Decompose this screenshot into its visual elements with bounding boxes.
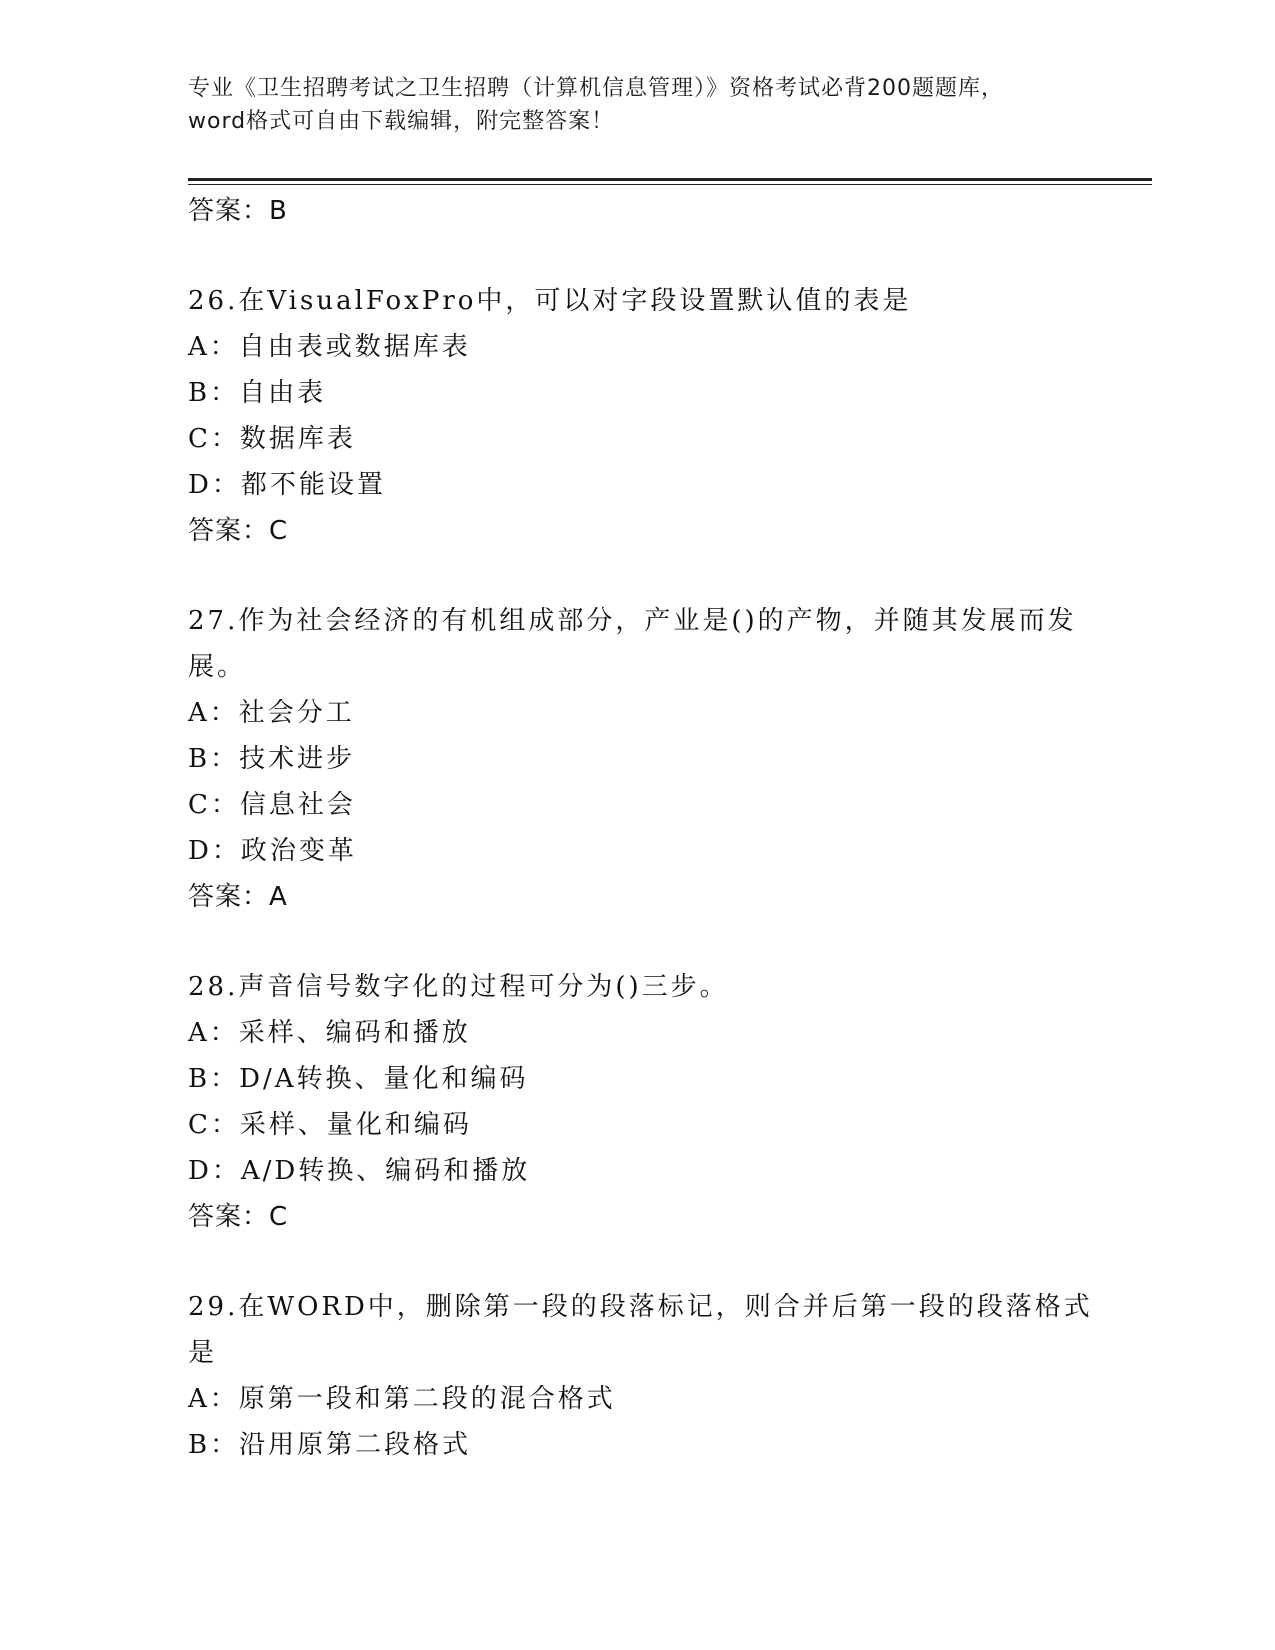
question-text-line-1: 27.作为社会经济的有机组成部分，产业是()的产物，并随其发展而发: [188, 606, 1077, 636]
option-b: B：技术进步: [188, 744, 356, 774]
spacer: [188, 920, 1088, 964]
option-b: B：自由表: [188, 378, 327, 408]
document-header: [188, 72, 1088, 138]
question-list: [188, 188, 1093, 1468]
spacer: [188, 554, 1088, 598]
question-block: [188, 964, 1088, 1240]
header-divider-thick: [188, 178, 1152, 181]
option-c: C：信息社会: [188, 790, 356, 820]
option-c: C：采样、量化和编码: [188, 1110, 472, 1140]
option-d: D：A/D转换、编码和播放: [188, 1156, 531, 1186]
question-block: [188, 598, 1088, 920]
option-b: B：沿用原第二段格式: [188, 1430, 472, 1460]
header-line-2: word格式可自由下载编辑，附完整答案！: [188, 109, 615, 134]
option-c: C：数据库表: [188, 424, 356, 454]
header-line-1: 专业《卫生招聘考试之卫生招聘（计算机信息管理）》资格考试必背200题题库，: [188, 76, 1004, 101]
question-text: 26.在VisualFoxPro中，可以对字段设置默认值的表是: [188, 286, 912, 316]
header-divider-thin: [188, 184, 1152, 185]
option-a: A：原第一段和第二段的混合格式: [188, 1384, 616, 1414]
question-text-line-1: 29.在WORD中，删除第一段的段落标记，则合并后第一段的段落格式: [188, 1292, 1093, 1322]
option-a: A：社会分工: [188, 698, 355, 728]
option-a: A：采样、编码和播放: [188, 1018, 471, 1048]
answer-line: 答案：C: [188, 1202, 289, 1232]
spacer: [188, 1240, 1088, 1284]
question-block: [188, 278, 1088, 554]
option-a: A：自由表或数据库表: [188, 332, 471, 362]
answer-line: 答案：A: [188, 882, 288, 912]
option-d: D：政治变革: [188, 836, 357, 866]
spacer: [188, 234, 1088, 278]
question-text: 28.声音信号数字化的过程可分为()三步。: [188, 972, 729, 1002]
option-d: D：都不能设置: [188, 470, 386, 500]
answer-line: 答案：B: [188, 196, 288, 226]
answer-line: 答案：C: [188, 516, 289, 546]
question-text-line-2: 是: [188, 1338, 218, 1368]
question-block: [188, 1284, 1093, 1468]
question-text-line-2: 展。: [188, 652, 247, 682]
option-b: B：D/A转换、量化和编码: [188, 1064, 529, 1094]
